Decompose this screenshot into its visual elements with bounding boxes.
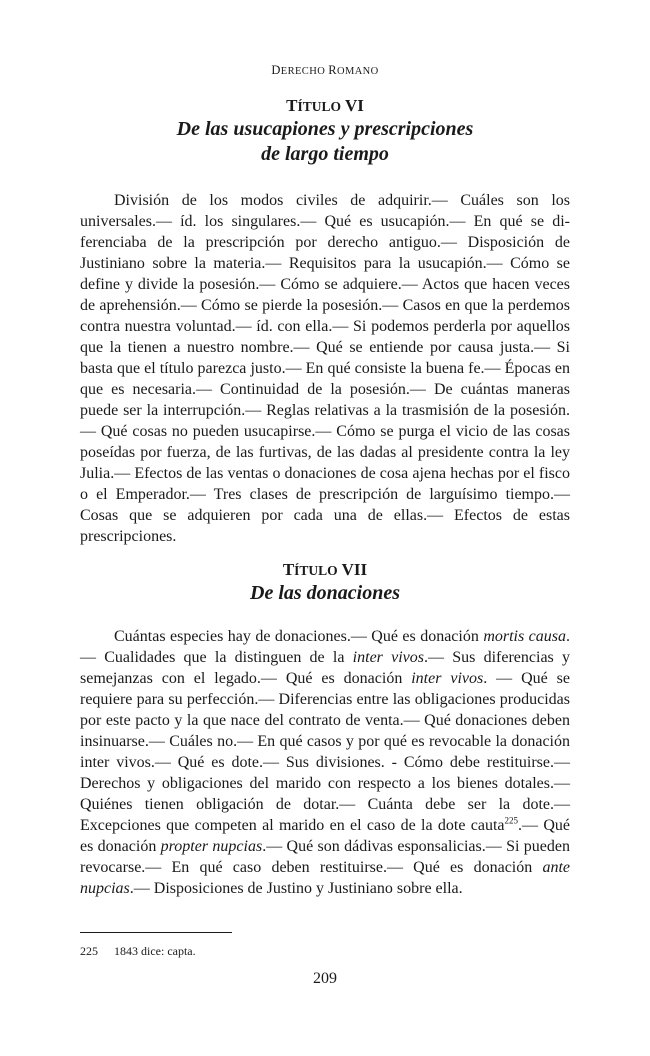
titulo-vi-line1: De las usucapiones y prescripciones [176,118,474,140]
running-head-initial-r: R [328,63,337,77]
titulo-vi-line2: de largo tiempo [261,143,389,165]
titulo-vi-initial: T [286,96,298,115]
summary-vii-a: Cuántas especies hay de donaciones.— Qué es donación [114,628,484,645]
summary-vi-part3: cen veces de aprehensión.— Cómo se pierde la posesión.— Casos en que la perdemos contra nuestra voluntad.— íd. con ella.— Si podemos perderla por aquellos que la tienen a nuestro nombre.— Qué se en [80,276,571,356]
running-head-part1: ERECHO [280,66,329,77]
summary-vii-j: .— Disposiciones de Justino y Justiniano sobre ella. [129,880,463,897]
titulo-vii-initial: T [282,560,295,579]
titulo-vi-word: ÍTULO [297,99,341,114]
running-head [80,63,570,78]
titulo-vii-word: ÍTULO [294,563,338,578]
footnote-number: 225 [80,944,98,958]
footnote-225 [80,944,196,959]
footnote-text: 1843 dice: capta. [114,944,196,958]
summary-vii-g: .— Qué son dádivas esponsalicias.— Si pueden revocarse.— En qué caso deben res [80,838,570,876]
summary-vii-italic-inter-vivos-2: inter vivos [411,670,484,687]
summary-vi-part5: capirse.— Cómo se purga el vicio de las cosas poseídas por fuerza, de las furtivas, de las dadas al presidente contra la ley Julia.— Efectos de las ventas o donaciones de cosa ajena hechas por el fisco o el Empera [80,423,570,503]
book-page [80,0,570,1056]
titulo-vi-number [80,96,570,116]
footnote-rule [80,932,232,933]
summary-vii-italic-propter-nupcias: propter nupcias [160,838,263,855]
summary-vii-italic-ante-nupcias: ante nupcias [80,859,571,897]
summary-vi-part4: tiende por causa justa.— Si basta que el título parezca justo.— En qué consiste la buena fe.— Épocas en que es necesaria.— Continuidad de la posesión.— De cuántas maneras puede ser la interrupción.— Reglas relativas a la trasmisión de la posesión.— Qué cosas no pueden usu [80,339,571,440]
titulo-vii-heading [80,560,570,606]
titulo-vi-heading [80,96,570,167]
titulo-vi-summary [80,190,570,547]
running-head-initial-d: D [271,63,281,77]
summary-vii-b: .— Cualidades que la distinguen de la [80,628,570,666]
summary-vi-part1: División de los modos civiles de adquirir.— Cuáles son los universales.— íd. los singulares.— Qué es usucapión.— En qué se di [80,192,570,230]
summary-vii-d: cias y semejanzas con el legado.— Qué es donación [80,649,570,687]
titulo-vii-line1: De las donaciones [250,582,400,604]
titulo-vii-summary [80,626,570,899]
summary-vii-e: . — Qué se requiere para su perfección.— Diferencias entre las obligaciones producidas por este pacto y la que nace del contrato de venta.— Qué donaciones deben insinuarse.— Cuáles no.— En qué casos y por qué es revocable la donación inter vivos.— Qué es dote.— Sus divisiones. - Cómo debe restituirse.— Derechos y obligaciones del marido con respecto a los bienes dotales.— Quiénes tienen obligación de dotar.— Cuánta debe ser la dote.— Excepciones que competen al marido en el caso de la dote cauta [80,670,570,834]
summary-vi-part6: dor.— Tres clases de prescripción de larguísimo tiempo.— Cosas que se adquieren por cada una de ellas.— Efectos de estas prescripciones. [80,486,571,545]
page-number: 209 [313,970,337,987]
summary-vii-italic-mortis-causa: mortis causa [483,628,566,645]
footnote-ref-225[interactable]: 225 [504,815,519,826]
titulo-vii-roman: VII [341,560,368,579]
titulo-vi-roman: VI [344,96,364,115]
titulo-vii-number [80,560,570,580]
running-head-part2: OMANO [336,66,379,77]
summary-vii-c: .— Sus diferen [424,649,529,666]
summary-vii-h: tituirse.— Qué es donación [338,859,543,876]
summary-vii-italic-inter-vivos-1: inter vivos [352,649,424,666]
summary-vii-f: .— Qué es donación [80,817,571,855]
summary-vi-part2: ferenciaba de la prescripción por derecho antiguo.— Disposición de Justiniano sobre la materia.— Requisitos para la usucapión.— Cómo se define y divide la posesión.— Cómo se adquiere.— Actos que ha [80,234,570,293]
